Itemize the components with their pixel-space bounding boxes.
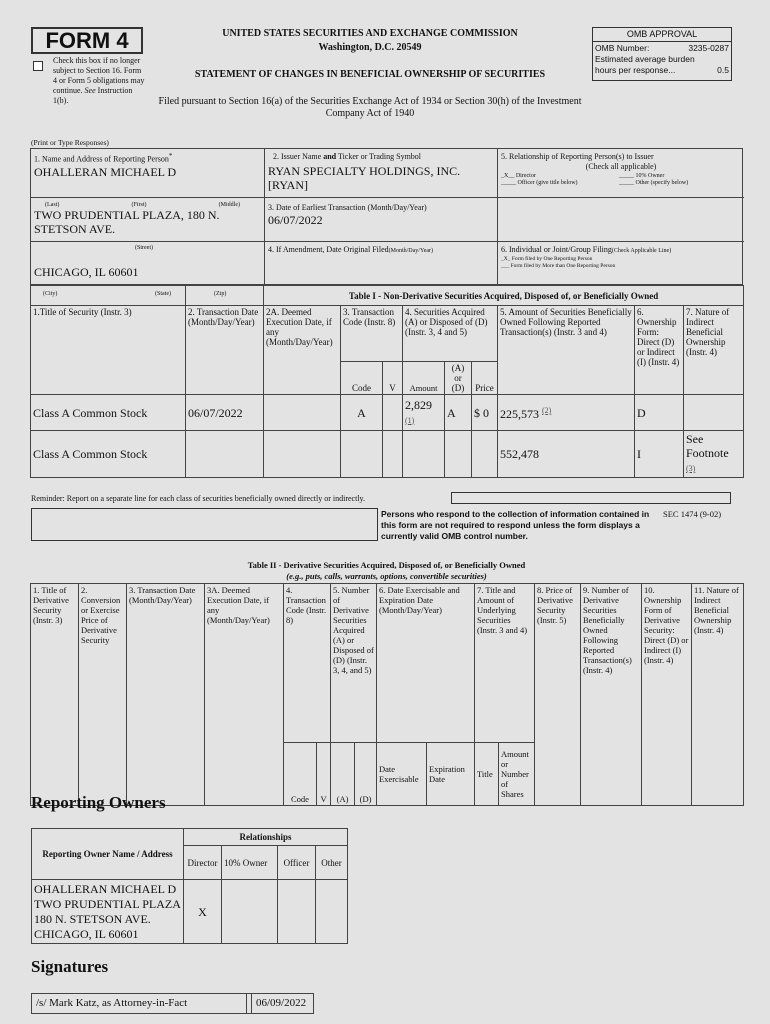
row2-deemed xyxy=(264,431,341,478)
statement-title: STATEMENT OF CHANGES IN BENEFICIAL OWNERSHIP OF SECURITIES xyxy=(194,69,546,80)
row1-owned: 225,573 xyxy=(500,407,539,421)
omb-number-label: OMB Number: xyxy=(595,43,650,53)
owners-col-name: Reporting Owner Name / Address xyxy=(32,829,184,880)
t2-sub-a: (A) xyxy=(331,743,355,806)
row1-amount: 2,829 xyxy=(405,397,432,412)
owner-line-1: OHALLERAN MICHAEL D xyxy=(34,881,177,896)
table-row xyxy=(31,431,744,478)
street-label: (Street) xyxy=(135,245,153,251)
t1-h5: 5. Amount of Securities Beneficially Owned Following Reported Transaction(s) (Instr. 3 and 4) xyxy=(498,306,635,395)
owners-col-officer: Officer xyxy=(278,846,316,880)
table-2-title: Table II - Derivative Securities Acquired, Disposed of, or Beneficially Owned xyxy=(247,560,526,570)
filed-pursuant: Filed pursuant to Section 16(a) of the Securities Exchange Act of 1934 or Section 30(h) of the Investment Company Act of 1940 xyxy=(158,96,582,119)
table-2-subtitle: (e.g., puts, calls, warrants, options, convertible securities) xyxy=(286,571,487,581)
omb-approval-box xyxy=(592,27,732,81)
row1-form: D xyxy=(635,395,684,431)
signature-date: 06/09/2022 xyxy=(251,994,306,1013)
t2-h1: 1. Title of Derivative Security (Instr. 3) xyxy=(31,584,79,806)
row2-nature-footnote[interactable]: (3) xyxy=(686,464,696,473)
row2-form: I xyxy=(635,431,684,478)
table-row xyxy=(31,395,744,431)
owner-director-mark: X xyxy=(184,880,222,944)
t1-sub-amount: Amount xyxy=(403,362,445,395)
owners-table xyxy=(31,828,348,944)
filing-more: ___ Form filed by More than One Reporting Person xyxy=(501,263,616,269)
t1-h2a: 2A. Deemed Execution Date, if any (Month/Day/Year) xyxy=(264,306,341,395)
rel-ten-pct: _____ 10% Owner xyxy=(619,173,665,179)
last-label: (Last) xyxy=(45,202,60,208)
row2-date xyxy=(186,431,264,478)
t2-h5: 5. Number of Derivative Securities Acquired (A) or Disposed of (D) (Instr. 3, 4, and 5) xyxy=(331,584,377,743)
t1-h3: 3. Transaction Code (Instr. 8) xyxy=(341,306,403,362)
no-longer-subject-checkbox[interactable] xyxy=(33,58,43,76)
form-title: FORM 4 xyxy=(45,28,129,53)
issuer-name: RYAN SPECIALTY HOLDINGS, INC. xyxy=(268,164,461,178)
earliest-label: 3. Date of Earliest Transaction (Month/Day/Year) xyxy=(268,203,427,212)
reporting-section xyxy=(30,148,743,285)
owner-line-3: 180 N. STETSON AVE. xyxy=(34,911,151,926)
t2-sub-title: Title xyxy=(475,743,499,806)
row1-amount-footnote[interactable]: (1) xyxy=(405,415,415,425)
persons-respond: Persons who respond to the collection of information contained in this form are not required to respond unless the form displays a currently valid OMB control number. xyxy=(381,509,650,541)
omb-number: 3235-0287 xyxy=(688,43,729,53)
t2-h4: 4. Transaction Code (Instr. 8) xyxy=(284,584,331,743)
row1-code: A xyxy=(341,395,383,431)
reminder-box xyxy=(451,492,731,504)
issuer-label-pre: 2. Issuer Name xyxy=(273,152,324,161)
omb-burden: Estimated average burden xyxy=(595,54,695,64)
t2-h3a: 3A. Deemed Execution Date, if any (Month/Day/Year) xyxy=(205,584,284,806)
print-type: (Print or Type Responses) xyxy=(31,138,109,147)
table-row xyxy=(32,880,348,944)
sec-code: SEC 1474 (9-02) xyxy=(663,509,722,519)
reporting-person-name: OHALLERAN MICHAEL D xyxy=(34,164,177,179)
rel-other: _____ Other (specify below) xyxy=(619,180,689,186)
form-title-box xyxy=(31,27,143,54)
agency-city: Washington, D.C. 20549 xyxy=(318,42,422,53)
street-value: TWO PRUDENTIAL PLAZA, 180 N. STETSON AVE. xyxy=(34,208,220,236)
city-label: (City) xyxy=(43,291,58,297)
middle-label: (Middle) xyxy=(218,202,240,208)
t2-h11: 11. Nature of Indirect Beneficial Ownership (Instr. 4) xyxy=(692,584,744,806)
issuer-ticker: [RYAN] xyxy=(268,178,309,192)
rel-officer: _____ Officer (give title below) xyxy=(501,180,578,186)
relationship-check-all: (Check all applicable) xyxy=(585,162,657,171)
table-1 xyxy=(30,285,744,478)
table-1-title: Table I - Non-Derivative Securities Acquired, Disposed of, or Beneficially Owned xyxy=(264,286,744,306)
t1-h7: 7. Nature of Indirect Beneficial Ownership (Instr. 4) xyxy=(684,306,744,395)
row1-aord: A xyxy=(445,395,472,431)
row1-price: $ 0 xyxy=(472,395,498,431)
amend-label: 4. If Amendment, Date Original Filed xyxy=(268,245,389,254)
t2-h7: 7. Title and Amount of Underlying Securities (Instr. 3 and 4) xyxy=(475,584,535,743)
t2-h2: 2. Conversion or Exercise Price of Derivative Security xyxy=(79,584,127,806)
rel-director: _X__ Director xyxy=(501,173,536,179)
owners-col-other: Other xyxy=(316,846,348,880)
row1-deemed xyxy=(264,395,341,431)
t2-sub-v: V xyxy=(317,743,331,806)
first-label: (First) xyxy=(131,202,147,208)
omb-title: OMB APPROVAL xyxy=(593,28,731,42)
row1-owned-footnote[interactable]: (2) xyxy=(542,406,552,415)
t2-h3: 3. Transaction Date (Month/Day/Year) xyxy=(127,584,205,806)
t2-sub-exp: Expiration Date xyxy=(427,743,475,806)
zip-label: (Zip) xyxy=(214,291,227,297)
issuer-label-post: Ticker or Trading Symbol xyxy=(336,152,422,161)
amend-sub: (Month/Day/Year) xyxy=(388,248,434,254)
state-label: (State) xyxy=(155,291,171,297)
filing-one: _X_ Form filed by One Reporting Person xyxy=(501,256,593,262)
row2-title: Class A Common Stock xyxy=(31,431,186,478)
persons-left-box xyxy=(31,508,378,541)
omb-hours: 0.5 xyxy=(717,65,729,75)
relationship-label: 5. Relationship of Reporting Person(s) to Issuer xyxy=(501,152,654,161)
signature-row xyxy=(31,993,314,1014)
row1-title: Class A Common Stock xyxy=(31,395,186,431)
filing-label: 6. Individual or Joint/Group Filing xyxy=(501,245,612,254)
row2-amount xyxy=(403,431,445,478)
row2-code xyxy=(341,431,383,478)
t1-h1: 1.Title of Security (Instr. 3) xyxy=(31,306,186,395)
row2-v xyxy=(383,431,403,478)
t2-sub-date-ex: Date Exercisable xyxy=(377,743,427,806)
issuer-label-and: and xyxy=(323,152,337,161)
row1-date: 06/07/2022 xyxy=(186,395,264,431)
table-2 xyxy=(30,583,744,806)
checkbox-text: Check this box if no longer subject to Section 16. Form 4 or Form 5 obligations may continue. See Instruction 1(b). xyxy=(53,56,145,105)
t1-sub-code: Code xyxy=(341,362,383,395)
filing-label-sub: (Check Applicable Line) xyxy=(611,248,672,254)
row1-v xyxy=(383,395,403,431)
owners-col-director: Director xyxy=(184,846,222,880)
signer-name: /s/ Mark Katz, as Attorney-in-Fact xyxy=(32,994,247,1013)
owner-line-2: TWO PRUDENTIAL PLAZA xyxy=(34,896,181,911)
row2-price xyxy=(472,431,498,478)
t1-h2: 2. Transaction Date (Month/Day/Year) xyxy=(186,306,264,395)
owners-relationships: Relationships xyxy=(184,829,348,846)
owners-col-ten: 10% Owner xyxy=(222,846,278,880)
row2-nature: See Footnote xyxy=(686,432,729,460)
reporting-owners-heading: Reporting Owners xyxy=(31,793,166,812)
t1-h4: 4. Securities Acquired (A) or Disposed of (D) (Instr. 3, 4 and 5) xyxy=(403,306,498,362)
city-value: CHICAGO, IL 60601 xyxy=(34,265,139,279)
t2-sub-amount: Amount or Number of Shares xyxy=(499,743,535,806)
t1-sub-v: V xyxy=(383,362,403,395)
row2-owned: 552,478 xyxy=(498,431,635,478)
t2-h10: 10. Ownership Form of Derivative Security: Direct (D) or Indirect (I) (Instr. 4) xyxy=(642,584,692,806)
t1-sub-aord: (A) or (D) xyxy=(445,362,472,395)
signatures-heading: Signatures xyxy=(31,957,109,976)
t2-h9: 9. Number of Derivative Securities Beneficially Owned Following Reported Transaction(s) (Instr. 4) xyxy=(581,584,642,806)
t1-h6: 6. Ownership Form: Direct (D) or Indirect (I) (Instr. 4) xyxy=(635,306,684,395)
t2-h6: 6. Date Exercisable and Expiration Date (Month/Day/Year) xyxy=(377,584,475,743)
t2-h8: 8. Price of Derivative Security (Instr. 5) xyxy=(535,584,581,806)
reminder: Reminder: Report on a separate line for each class of securities beneficially owned directly or indirectly. xyxy=(31,494,366,503)
t2-sub-d: (D) xyxy=(355,743,377,806)
row2-aord xyxy=(445,431,472,478)
name-asterisk: * xyxy=(168,152,173,160)
earliest-value: 06/07/2022 xyxy=(268,213,323,227)
t2-sub-code: Code xyxy=(284,743,317,806)
t1-sub-price: Price xyxy=(472,362,498,395)
omb-hours-label: hours per response... xyxy=(595,65,676,75)
agency-name: UNITED STATES SECURITIES AND EXCHANGE COMMISSION xyxy=(222,28,518,39)
owner-line-4: CHICAGO, IL 60601 xyxy=(34,926,139,941)
row1-nature xyxy=(684,395,744,431)
name-label: 1. Name and Address of Reporting Person xyxy=(34,154,169,164)
